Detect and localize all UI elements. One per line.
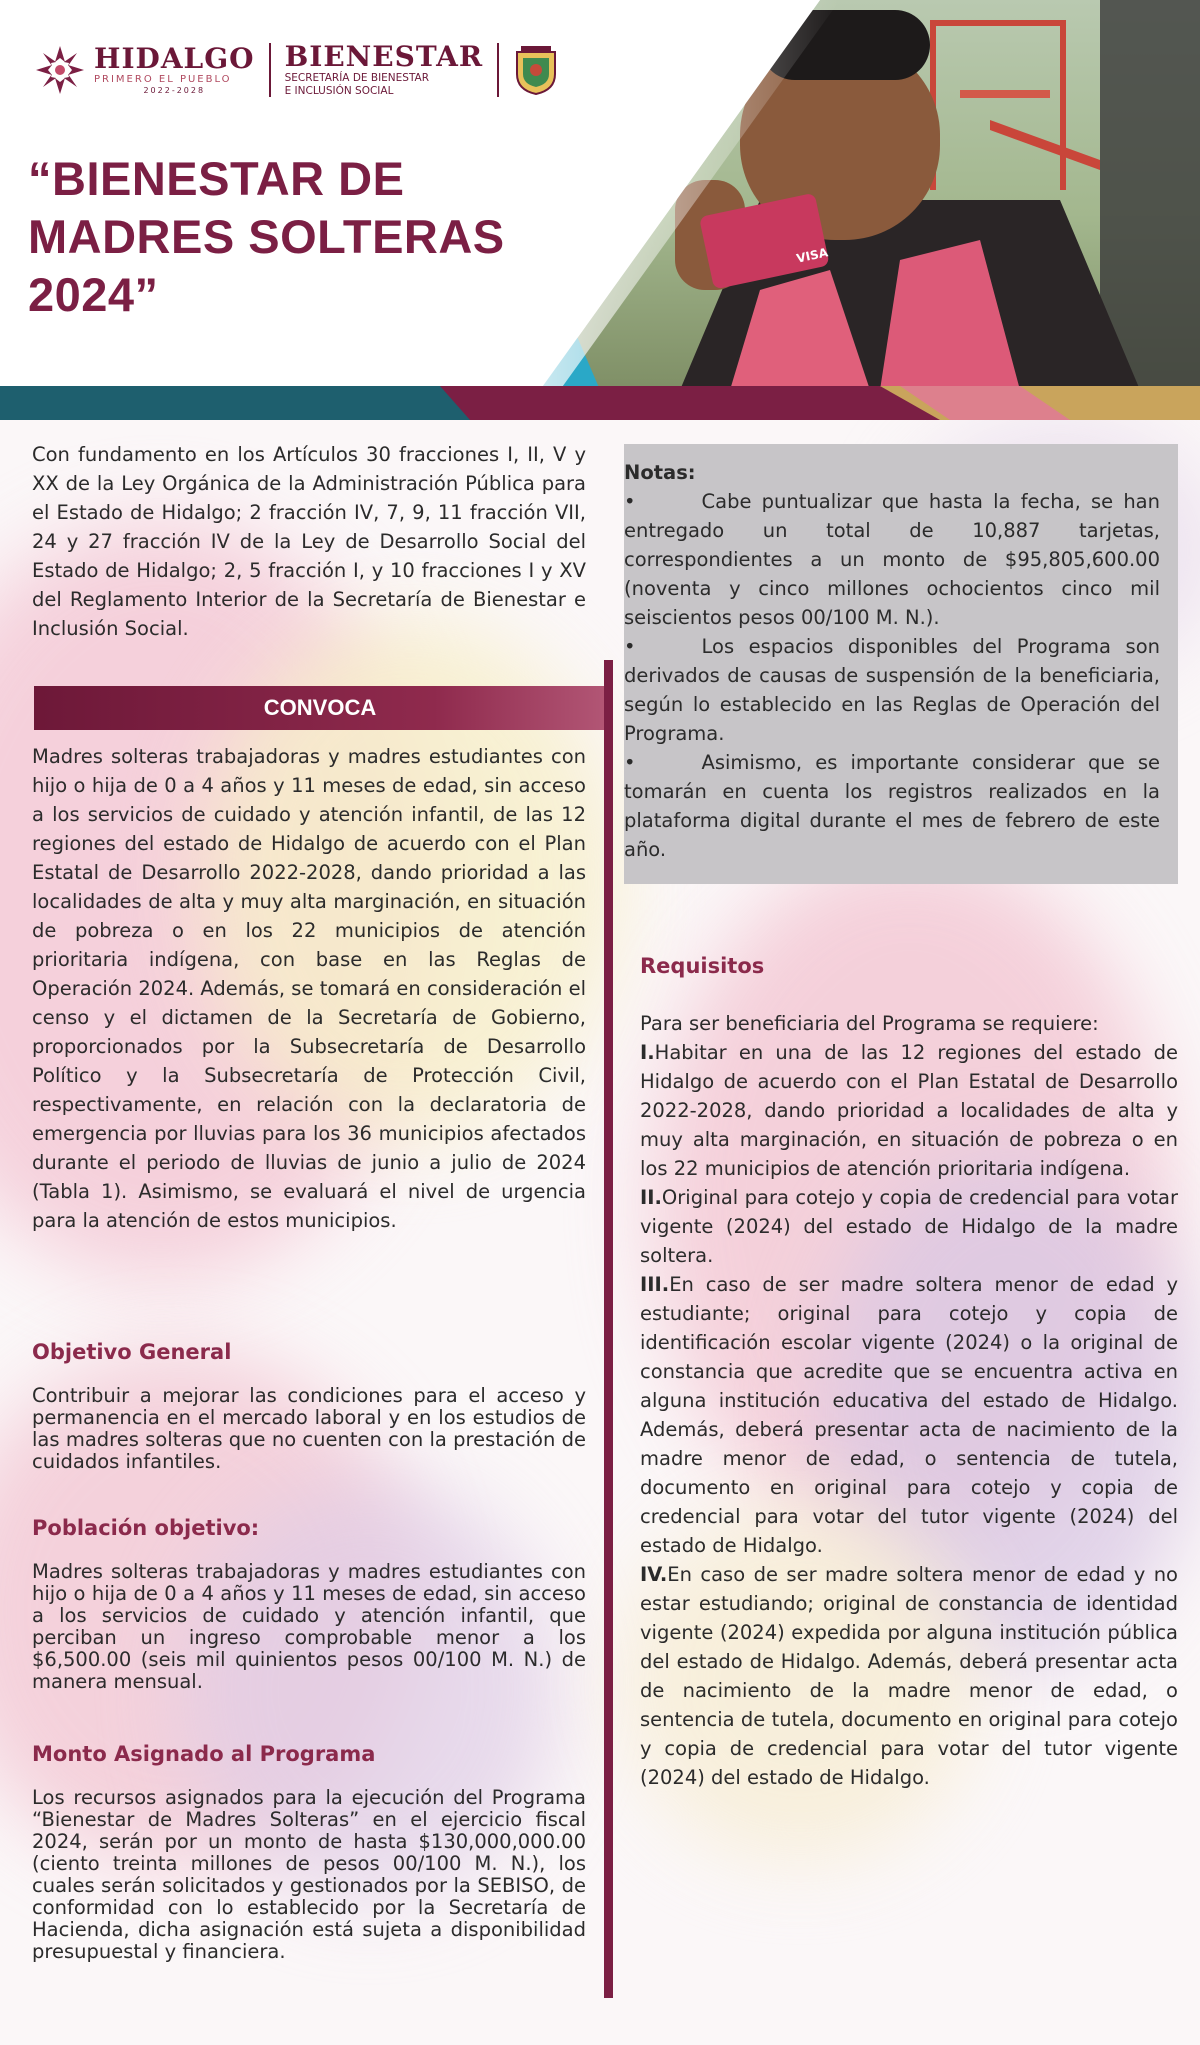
poblacion-text: Madres solteras trabajadoras y madres estudiantes con hijo o hija de 0 a 4 años y 11 meses de edad, sin acceso a los servicios de cuidado y atención infantil, que perciban un ingreso comprobable menor a los $6,500.00 (seis mil quinientos pesos 00/100 M. N.) de manera mensual. <box>32 1560 586 1693</box>
monto-heading: Monto Asignado al Programa <box>32 1742 376 1766</box>
nota-item <box>624 632 1160 748</box>
requisito-text: En caso de ser madre soltera menor de edad y no estar estudiando; original de constancia de identidad vigente (2024) expedida por alguna institución pública del estado de Hidalgo. Además, deberá presentar acta de nacimiento de la madre menor de edad, o sentencia de tutela, documento en original para cotejo y copia de credencial para votar del tutor vigente (2024) del estado de Hidalgo. <box>640 1563 1178 1789</box>
hidalgo-years: 2022-2028 <box>143 86 206 95</box>
requisito-text: En caso de ser madre soltera menor de edad y estudiante; original para cotejo y copia de identificación escolar vigente (2024) o la original de constancia que acredite que se encuentra activa en alguna institución educativa del estado de Hidalgo. Además, deberá presentar acta de nacimiento de la madre menor de edad, o sentencia de tutela, documento en original para cotejo y copia de credencial para votar del tutor vigente (2024) del estado de Hidalgo. <box>640 1273 1178 1557</box>
poblacion-section <box>32 1514 586 1693</box>
nota-text: Cabe puntualizar que hasta la fecha, se han entregado un total de 10,887 tarjetas, correspondientes a un monto de $95,805,600.00 (noventa y cinco millones ochocientos cinco mil seiscientos pesos 00/100 M. N.). <box>624 490 1160 629</box>
requisito-item <box>640 1270 1178 1560</box>
convoca-section <box>32 742 586 1235</box>
notas-box <box>624 444 1178 884</box>
requisito-text: Original para cotejo y copia de credencial para votar vigente (2024) del estado de Hidalgo de la madre soltera. <box>640 1186 1178 1267</box>
column-divider <box>604 660 613 1998</box>
nota-bullet: • <box>624 635 636 658</box>
requisito-number: III. <box>640 1273 670 1296</box>
logo-separator <box>269 43 271 97</box>
requisito-item <box>640 1560 1178 1792</box>
hidalgo-name: HIDALGO <box>94 42 255 75</box>
bienestar-sub-1: SECRETARÍA DE BIENESTAR <box>284 72 430 84</box>
hidalgo-slogan: PRIMERO EL PUEBLO <box>94 74 232 85</box>
bienestar-logo <box>285 42 484 98</box>
nota-item <box>624 487 1160 632</box>
title-line-1: “BIENESTAR DE <box>28 152 405 205</box>
nota-text: Los espacios disponibles del Programa son derivados de causas de suspensión de la beneficiaria, según lo establecido en las Reglas de Operación del Programa. <box>624 635 1160 745</box>
page-title <box>28 150 588 324</box>
monto-section <box>32 1740 586 1963</box>
requisito-item <box>640 1183 1178 1270</box>
card-visa-text: VISA <box>795 245 830 266</box>
requisitos-section <box>640 952 1178 1792</box>
objetivo-section <box>32 1338 586 1473</box>
monto-text: Los recursos asignados para la ejecución del Programa “Bienestar de Madres Solteras” en el ejercicio fiscal 2024, serán por un monto de hasta $130,000,000.00 (ciento treinta millones de pesos 00/100 M. N.), los cuales serán solicitados y gestionados por la SEBISO, de conformidad con lo establecido por la Secretaría de Hacienda, dicha asignación está sujeta a disponibilidad presupuestal y financiera. <box>32 1786 586 1963</box>
nota-bullet: • <box>624 751 636 774</box>
header-color-stripes <box>0 386 1200 420</box>
nota-text: Asimismo, es importante considerar que se tomarán en cuenta los registros realizados en la plataforma digital durante el mes de febrero de este año. <box>624 751 1160 861</box>
title-line-2: MADRES SOLTERAS <box>28 210 505 263</box>
poblacion-heading: Población objetivo: <box>32 1516 260 1540</box>
title-line-3: 2024” <box>28 268 159 321</box>
requisitos-heading: Requisitos <box>640 954 765 978</box>
requisito-text: Habitar en una de las 12 regiones del estado de Hidalgo de acuerdo con el Plan Estatal de Desarrollo 2022-2028, dando prioridad a localidades de alta y muy alta marginación, en situación de pobreza o en los 22 municipios de atención prioritaria indígena. <box>640 1041 1178 1180</box>
convoca-label: CONVOCA <box>263 695 377 720</box>
hidalgo-logo <box>34 44 255 96</box>
left-column <box>32 440 586 643</box>
notas-heading: Notas: <box>624 461 696 484</box>
bienestar-name: BIENESTAR <box>284 40 484 73</box>
requisito-number: IV. <box>640 1563 668 1586</box>
logos-bar <box>34 34 559 106</box>
requisito-item <box>640 1038 1178 1183</box>
hidalgo-star-icon <box>34 44 86 96</box>
bienestar-sub-2: E INCLUSIÓN SOCIAL <box>284 85 394 97</box>
convoca-banner <box>34 686 606 730</box>
requisito-number: II. <box>640 1186 662 1209</box>
objetivo-text: Contribuir a mejorar las condiciones para el acceso y permanencia en el mercado laboral y en los estudios de las madres solteras que no cuenten con la prestación de cuidados infantiles. <box>32 1384 586 1473</box>
objetivo-heading: Objetivo General <box>32 1340 232 1364</box>
header-banner <box>0 0 1200 420</box>
nota-bullet: • <box>624 490 636 513</box>
nota-item <box>624 748 1160 864</box>
requisitos-intro: Para ser beneficiaria del Programa se requiere: <box>640 1012 1099 1035</box>
requisito-number: I. <box>640 1041 655 1064</box>
state-seal-icon <box>513 44 559 96</box>
intro-paragraph: Con fundamento en los Artículos 30 fracciones I, II, V y XX de la Ley Orgánica de la Administración Pública para el Estado de Hidalgo; 2 fracción IV, 7, 9, 11 fracción VII, 24 y 27 fracción IV de la Ley de Desarrollo Social del Estado de Hidalgo; 2, 5 fracción I, y 10 fracciones I y XV del Reglamento Interior de la Secretaría de Bienestar e Inclusión Social. <box>32 443 586 640</box>
logo-separator-2 <box>497 43 499 97</box>
convoca-text: Madres solteras trabajadoras y madres estudiantes con hijo o hija de 0 a 4 años y 11 meses de edad, sin acceso a los servicios de cuidado y atención infantil, de las 12 regiones del estado de Hidalgo de acuerdo con el Plan Estatal de Desarrollo 2022-2028, dando prioridad a las localidades de alta y muy alta marginación, en situación de pobreza o en los 22 municipios de atención prioritaria indígena, con base en las Reglas de Operación 2024. Además, se tomará en consideración el censo y el dictamen de la Secretaría de Gobierno, proporcionados por la Subsecretaría de Desarrollo Político y la Subsecretaría de Protección Civil, respectivamente, en relación con la declaratoria de emergencia por lluvias para los 36 municipios afectados durante el periodo de lluvias de junio a julio de 2024 (Tabla 1). Asimismo, se evaluará el nivel de urgencia para la atención de estos municipios. <box>32 745 586 1232</box>
